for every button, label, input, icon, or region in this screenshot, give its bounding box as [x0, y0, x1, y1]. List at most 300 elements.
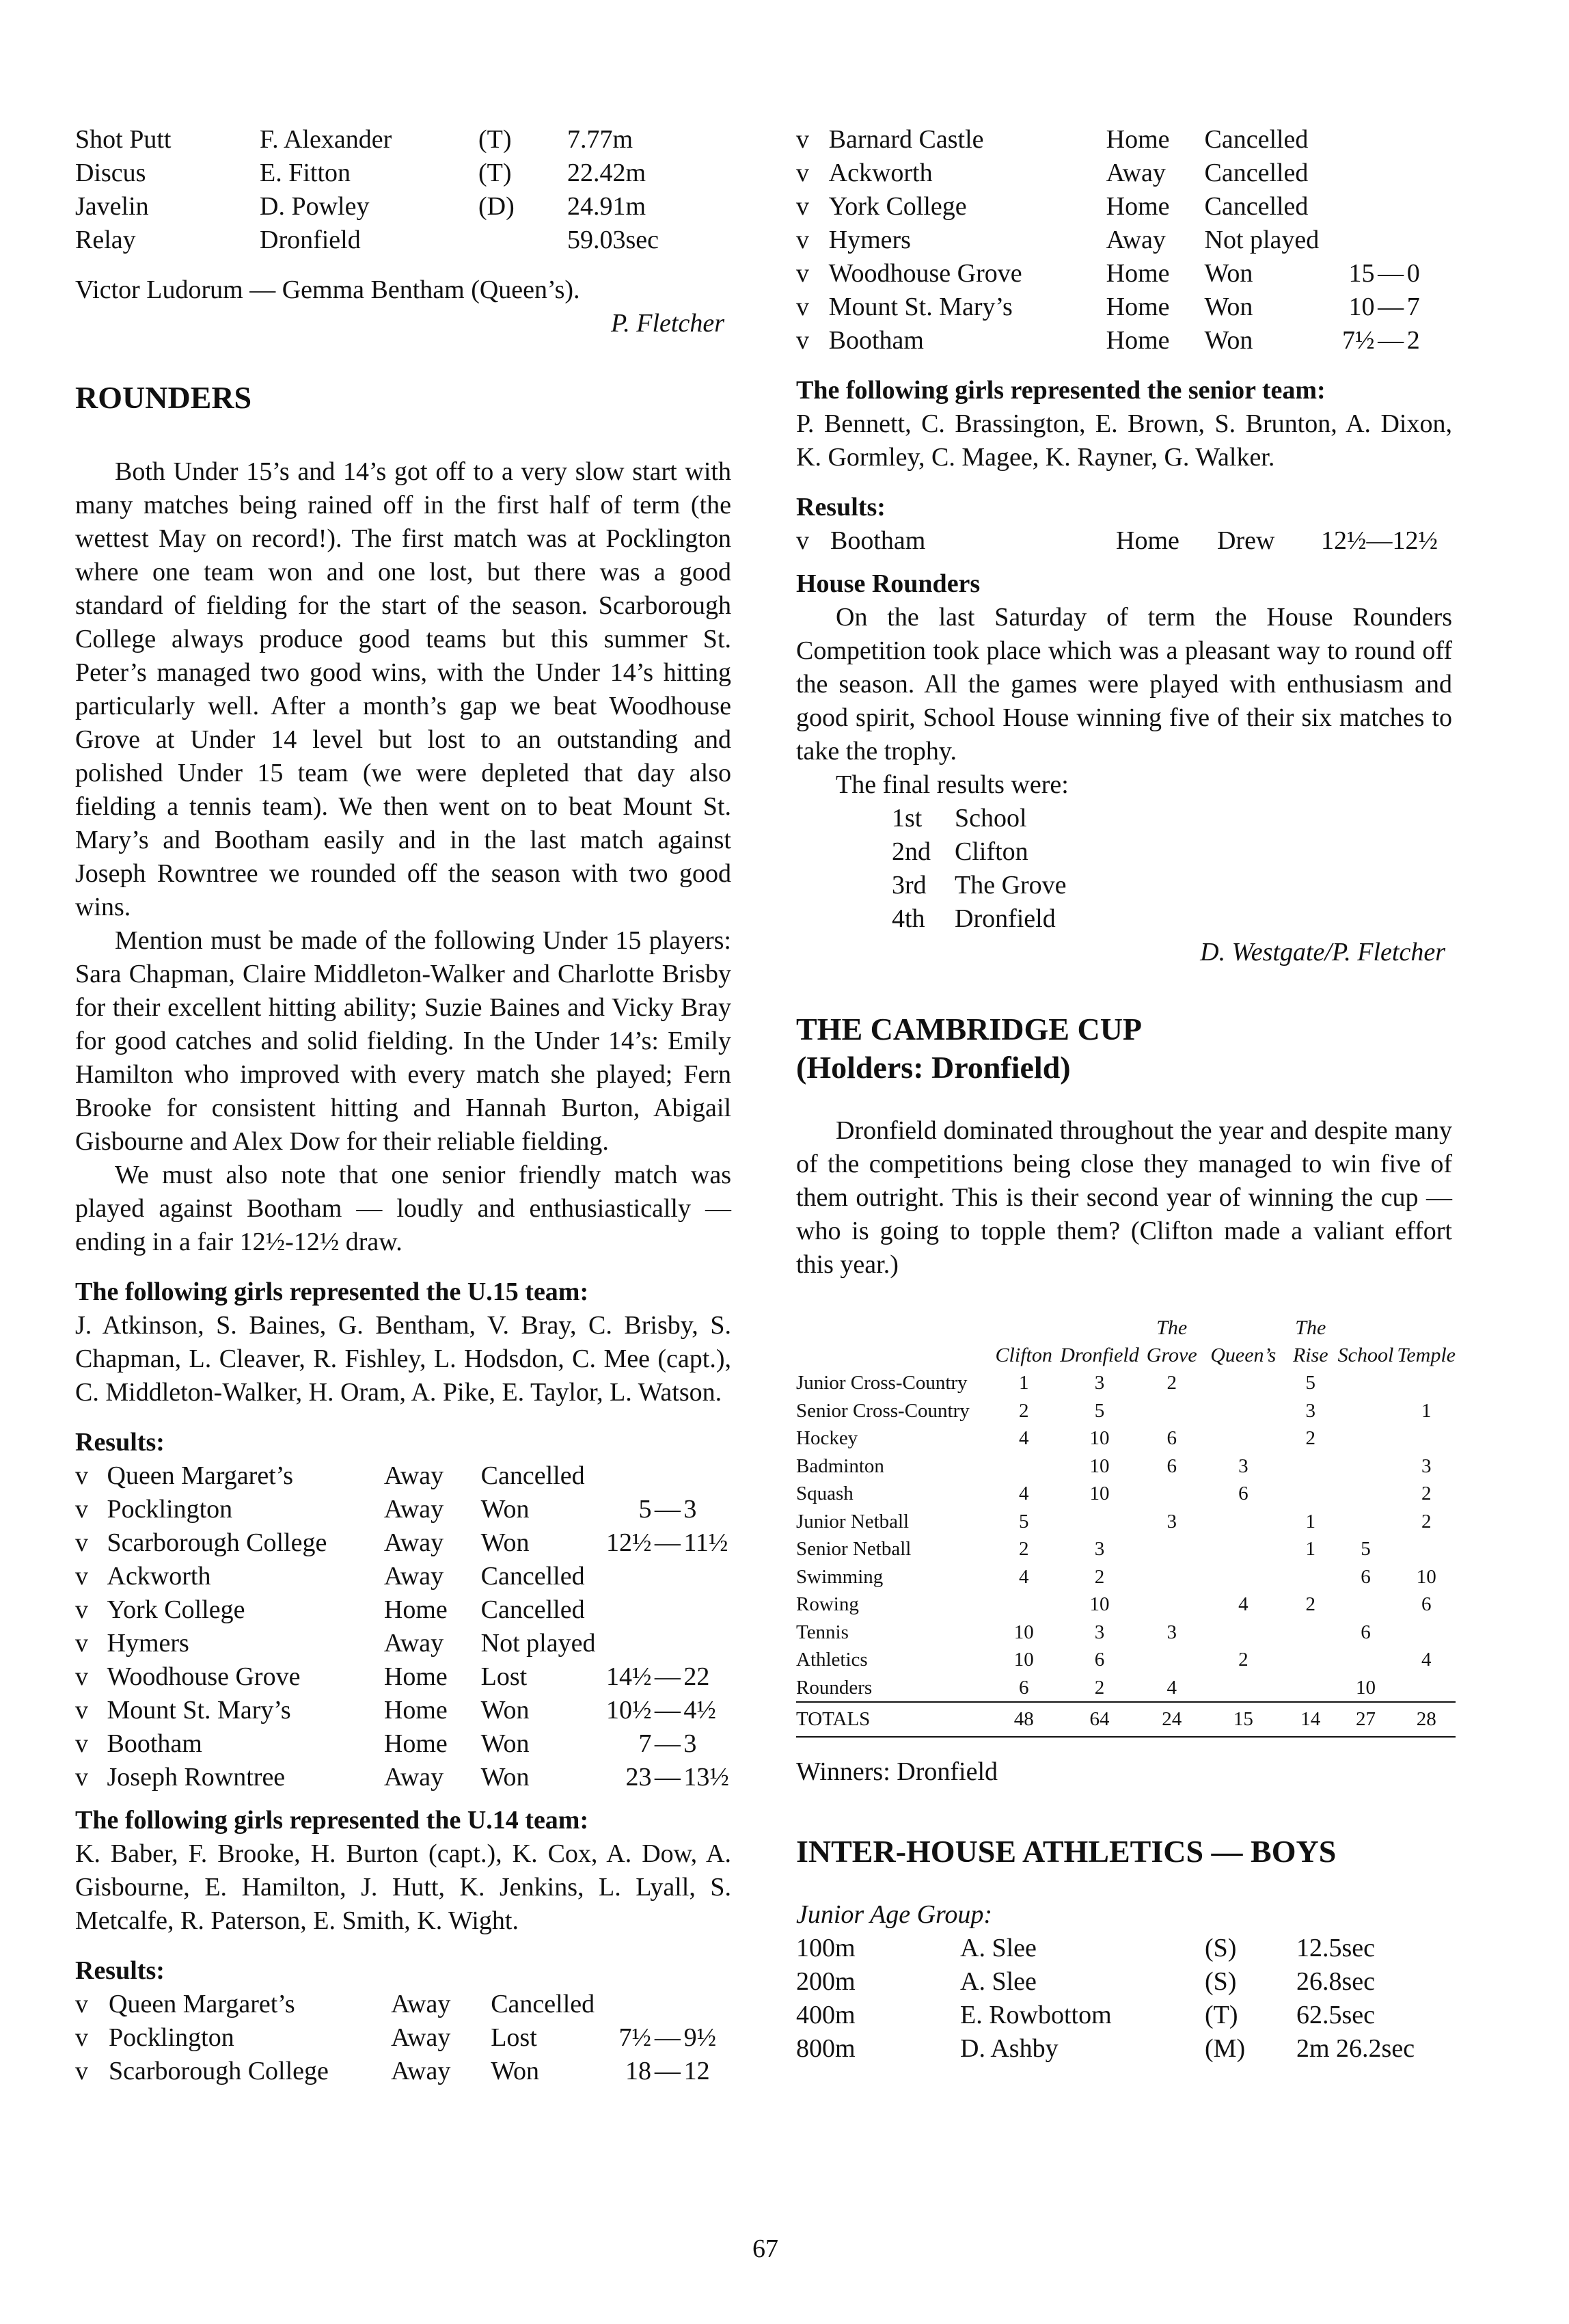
score-home: 7½: [1342, 326, 1375, 355]
score-away: 9½: [683, 2023, 717, 2052]
house-points: 3: [1305, 1399, 1316, 1422]
opponent: Mount St. Mary’s: [828, 293, 1013, 321]
versus-label: v: [75, 1729, 88, 1758]
opponent: Hymers: [828, 226, 911, 254]
score-dash: [651, 1988, 684, 2021]
match-result: Won: [480, 1495, 530, 1524]
house-points: 3: [1094, 1372, 1105, 1394]
position: 1st: [892, 804, 923, 833]
house-points: 3: [1094, 1621, 1105, 1643]
athlete-name: F. Alexander: [260, 125, 392, 154]
match-row: [796, 524, 1438, 558]
match-row: [796, 324, 1452, 357]
house-points: [1200, 1369, 1287, 1397]
cup-totals-row: [796, 1702, 1456, 1737]
opponent: Pocklington: [107, 1495, 233, 1524]
versus-label: v: [75, 1763, 88, 1792]
house-code: (T): [478, 159, 512, 187]
house-points: 2: [1421, 1483, 1432, 1504]
match-result: Cancelled: [1204, 192, 1309, 221]
score-dash: [651, 1459, 683, 1493]
venue: Away: [391, 2023, 451, 2052]
athlete-name: D. Ashby: [960, 2033, 1059, 2063]
cup-row: [796, 1508, 1456, 1536]
column-header-top: The: [1295, 1316, 1326, 1339]
cambridge-cup-para: Dronfield dominated throughout the year and despite many of the competitions being close they managed to win five of them outright. This is their second year of winning the cup — who is going to topple them? (Clifton made a valiant effort this year.): [796, 1116, 1452, 1279]
house-rounders-para: On the last Saturday of term the House Rounders Competition took place which was a pleasant way to round off the season. All the games were played with enthusiasm and good spirit, School House winning five of their six matches to take the trophy.: [796, 603, 1452, 766]
athlete-name: E. Rowbottom: [960, 2000, 1112, 2029]
opponent: Mount St. Mary’s: [107, 1696, 291, 1725]
versus-label: v: [75, 1528, 88, 1557]
house-total: 48: [992, 1702, 1055, 1737]
score-away: 2: [1406, 326, 1420, 355]
versus-label: v: [75, 1562, 88, 1591]
score-dash: —: [654, 1729, 681, 1758]
house-name: School: [955, 804, 1027, 833]
match-result: Cancelled: [480, 1461, 585, 1490]
score-home: 15: [1348, 259, 1375, 288]
house-points: 3: [1094, 1538, 1105, 1560]
score-away: 7: [1406, 293, 1420, 321]
score-home: 14½: [605, 1662, 652, 1691]
house-points: 2: [1238, 1649, 1249, 1671]
house-points: 6: [1421, 1593, 1432, 1615]
versus-label: v: [75, 2023, 88, 2052]
event-name: Javelin: [75, 192, 149, 221]
opponent: Ackworth: [828, 159, 933, 187]
match-row: [75, 1988, 731, 2021]
house-points: 3: [1238, 1455, 1249, 1477]
match-row: [796, 257, 1452, 290]
score-away: [1407, 190, 1452, 224]
match-result: Won: [1204, 259, 1253, 288]
event-name: 800m: [796, 2033, 856, 2063]
u15-results-label: Results:: [75, 1428, 165, 1457]
house-points: 4: [1238, 1593, 1249, 1615]
match-row: [75, 1727, 731, 1761]
house-points: 3: [1421, 1455, 1432, 1477]
house-code: (M): [1205, 2033, 1246, 2063]
event-name: 200m: [796, 1967, 856, 1996]
house-points: [1335, 1369, 1397, 1397]
column-header: [796, 1342, 992, 1369]
competition-name: Junior Netball: [796, 1510, 910, 1532]
event-result: 26.8sec: [1296, 1967, 1376, 1996]
versus-label: v: [796, 526, 809, 555]
opponent: Barnard Castle: [828, 125, 984, 154]
cup-row: [796, 1452, 1456, 1481]
score-away: [683, 1627, 731, 1660]
match-result: Cancelled: [480, 1562, 585, 1591]
house-points: [1287, 1480, 1335, 1508]
event-result: 7.77m: [567, 125, 633, 154]
score-home: [595, 1627, 651, 1660]
opponent: Scarborough College: [109, 2057, 329, 2085]
venue: Away: [1106, 226, 1166, 254]
column-header: Dronfield: [1060, 1344, 1139, 1366]
column-header-top: [992, 1314, 1055, 1342]
versus-label: v: [75, 2057, 88, 2085]
match-row: [75, 1694, 731, 1727]
column-header-top: [1397, 1314, 1456, 1342]
score-dash: [1375, 190, 1407, 224]
score-away: [1407, 224, 1452, 257]
house-code: (D): [478, 192, 515, 221]
opponent: Joseph Rowntree: [107, 1763, 286, 1792]
match-result: Lost: [480, 1662, 528, 1691]
house-points: 6: [1361, 1621, 1371, 1643]
event-result: 59.03sec: [567, 226, 659, 254]
versus-label: v: [75, 1990, 88, 2018]
score-away: [683, 1459, 731, 1493]
final-result-row: [892, 869, 1067, 902]
venue: Away: [1106, 159, 1166, 187]
column-header: Queen’s: [1210, 1344, 1277, 1366]
score-dash: [1375, 224, 1407, 257]
column-header-top: [1200, 1314, 1287, 1342]
score-home: 12½: [605, 1528, 652, 1557]
house-points: [1200, 1397, 1287, 1425]
match-result: Won: [480, 1729, 530, 1758]
match-row: [75, 2021, 731, 2055]
versus-label: v: [796, 293, 809, 321]
versus-label: v: [75, 1662, 88, 1691]
opponent: Hymers: [107, 1629, 189, 1658]
field-event-row: [75, 224, 731, 257]
inter-house-title: INTER-HOUSE ATHLETICS — BOYS: [796, 1833, 1337, 1869]
cup-header-row: [796, 1342, 1456, 1369]
house-points: [992, 1452, 1055, 1481]
column-header: Grove: [1146, 1344, 1197, 1366]
score-home: 7½: [618, 2023, 651, 2052]
house-points: [1144, 1563, 1200, 1591]
competition-name: Junior Cross-Country: [796, 1372, 968, 1394]
event-result: 24.91m: [567, 192, 646, 221]
versus-label: v: [796, 259, 809, 288]
versus-label: v: [75, 1696, 88, 1725]
house-rounders-heading: House Rounders: [796, 569, 981, 598]
house-total: 15: [1200, 1702, 1287, 1737]
venue: Away: [383, 1461, 444, 1490]
cup-row: [796, 1369, 1456, 1397]
house-total: 28: [1397, 1702, 1456, 1737]
opponent: Queen Margaret’s: [109, 1990, 295, 2018]
match-result: Won: [480, 1763, 530, 1792]
venue: Away: [383, 1528, 444, 1557]
house-points: 2: [1018, 1538, 1029, 1560]
position: 3rd: [892, 871, 927, 900]
venue: Away: [383, 1629, 444, 1658]
junior-age-group-label: Junior Age Group:: [796, 1900, 993, 1929]
cup-header-top-row: [796, 1314, 1456, 1342]
house-points: [1397, 1619, 1456, 1647]
event-result: 2m 26.2sec: [1296, 2033, 1415, 2063]
match-result: Won: [1204, 293, 1253, 321]
cup-row: [796, 1424, 1456, 1452]
score-away: 22: [683, 1662, 710, 1691]
house-points: 1: [1305, 1538, 1316, 1560]
column-header: School: [1337, 1344, 1394, 1366]
field-event-row: [75, 190, 731, 224]
match-result: Cancelled: [491, 1990, 595, 2018]
house-points: [1397, 1424, 1456, 1452]
house-points: [1287, 1674, 1335, 1703]
house-name: Dronfield: [955, 904, 1056, 933]
house-points: 4: [1166, 1676, 1177, 1699]
u14-results-table-part1: [75, 1988, 731, 2088]
match-row: [75, 1761, 731, 1794]
competition-name: Badminton: [796, 1455, 884, 1477]
match-result: Won: [480, 1696, 530, 1725]
score-home: [1319, 190, 1374, 224]
house-points: [1200, 1674, 1287, 1703]
column-header: Clifton: [995, 1344, 1052, 1366]
cup-row: [796, 1646, 1456, 1674]
competition-name: Senior Netball: [796, 1538, 912, 1560]
house-points: [1335, 1424, 1397, 1452]
venue: Away: [383, 1562, 444, 1591]
house-points: 10: [1416, 1565, 1436, 1588]
cup-row: [796, 1674, 1456, 1703]
house-points: [1335, 1452, 1397, 1481]
opponent: Woodhouse Grove: [107, 1662, 301, 1691]
house-total: 27: [1335, 1702, 1397, 1737]
house-code: [478, 224, 567, 257]
house-code: (S): [1205, 1933, 1237, 1962]
field-signature: P. Fletcher: [610, 309, 724, 338]
match-row: [75, 2055, 731, 2088]
house-points: [1144, 1646, 1200, 1674]
match-row: [796, 157, 1452, 190]
versus-label: v: [796, 159, 809, 187]
venue: Home: [383, 1662, 448, 1691]
score-away: [1407, 123, 1452, 157]
match-row: [75, 1560, 731, 1593]
final-results-label: The final results were:: [836, 770, 1069, 799]
house-points: [1287, 1646, 1335, 1674]
rounders-para-1: Both Under 15’s and 14’s got off to a very slow start with many matches being rained off in the first half of term (the wettest May on record!). The first match was at Pocklington where one team won and one lost, but there was a good standard of fielding for the start of the season. Scarborough College always produce good teams but this summer St. Peter’s managed two good wins, with the Under 14’s hitting particularly well. After a month’s gap we beat Woodhouse Grove at Under 14 level but lost to an outstanding and polished Under 15 team (we were depleted that day also fielding a tennis team). We then went on to beat Mount St. Mary’s and Bootham easily and in the last match against Joseph Rowntree we rounded off the season with two good wins.: [75, 457, 731, 921]
athletics-row: [796, 1965, 1452, 1999]
house-points: 10: [1013, 1649, 1034, 1671]
house-points: 5: [1305, 1372, 1316, 1394]
athlete-name: D. Powley: [260, 192, 370, 221]
column-header-top: [1335, 1314, 1397, 1342]
house-name: Clifton: [955, 837, 1028, 866]
score-home: [595, 1988, 651, 2021]
house-points: [1200, 1424, 1287, 1452]
match-result: Won: [1204, 326, 1253, 355]
match-result: Drew: [1217, 526, 1275, 555]
opponent: Queen Margaret’s: [107, 1461, 294, 1490]
house-points: 4: [1018, 1483, 1029, 1504]
score-dash: [651, 1560, 683, 1593]
house-points: 2: [1018, 1399, 1029, 1422]
venue: Home: [1106, 326, 1170, 355]
house-total: 64: [1055, 1702, 1144, 1737]
house-total: 24: [1144, 1702, 1200, 1737]
score-dash: —: [1378, 293, 1404, 321]
score-away: 3: [683, 1729, 697, 1758]
house-code: (S): [1205, 1967, 1237, 1996]
house-points: [992, 1591, 1055, 1619]
match-result: Lost: [491, 2023, 537, 2052]
score-dash: [651, 1627, 683, 1660]
house-points: 10: [1089, 1455, 1110, 1477]
house-points: [1397, 1535, 1456, 1563]
column-header-top: The: [1156, 1316, 1188, 1339]
house-points: 5: [1361, 1538, 1371, 1560]
athletics-row: [796, 1932, 1452, 1965]
house-points: 10: [1089, 1593, 1110, 1615]
house-points: [1335, 1480, 1397, 1508]
house-points: [1397, 1369, 1456, 1397]
u15-names: J. Atkinson, S. Baines, G. Bentham, V. Bray, C. Brisby, S. Chapman, L. Cleaver, R. Fishley, L. Hodsdon, C. Mee (capt.), C. Middleton-Walker, H. Oram, A. Pike, E. Taylor, L. Watson.: [75, 1311, 731, 1407]
venue: Home: [383, 1696, 448, 1725]
u15-results-table: [75, 1459, 731, 1794]
competition-name: Swimming: [796, 1565, 884, 1588]
athlete-name: A. Slee: [960, 1933, 1037, 1962]
event-name: 400m: [796, 2000, 856, 2029]
house-points: [1144, 1397, 1200, 1425]
cup-winners: Winners: Dronfield: [796, 1757, 998, 1786]
score-dash: [651, 1593, 683, 1627]
house-points: 10: [1089, 1483, 1110, 1504]
house-points: 4: [1018, 1427, 1029, 1449]
house-points: 2: [1094, 1676, 1105, 1699]
house-code: (T): [478, 125, 512, 154]
match-row: [796, 290, 1452, 324]
house-points: 2: [1305, 1427, 1316, 1449]
match-row: [75, 1493, 731, 1526]
house-points: [1200, 1563, 1287, 1591]
senior-results-table: [796, 524, 1438, 558]
competition-name: Hockey: [796, 1427, 858, 1449]
house-points: 6: [1018, 1676, 1029, 1699]
versus-label: v: [796, 226, 809, 254]
cambridge-cup-title: THE CAMBRIDGE CUP: [796, 1012, 1143, 1046]
score-away: 13½: [683, 1763, 729, 1792]
venue: Home: [1106, 192, 1170, 221]
competition-name: Squash: [796, 1483, 854, 1504]
versus-label: v: [796, 192, 809, 221]
match-result: Not played: [480, 1629, 596, 1658]
u15-heading: The following girls represented the U.15 team:: [75, 1278, 589, 1306]
house-points: 2: [1421, 1510, 1432, 1532]
match-result: Cancelled: [480, 1595, 585, 1624]
rounders-para-3: We must also note that one senior friendly match was played against Bootham — loudly and enthusiastically — ending in a fair 12½-12½ draw.: [75, 1161, 731, 1256]
match-row: [796, 224, 1452, 257]
cup-row: [796, 1480, 1456, 1508]
cup-row: [796, 1535, 1456, 1563]
cambridge-cup-table: [796, 1314, 1456, 1738]
cup-row: [796, 1397, 1456, 1425]
left-column: [75, 123, 731, 2088]
house-points: 6: [1238, 1483, 1249, 1504]
score-home: 7: [638, 1729, 652, 1758]
score-away: 12: [683, 2057, 710, 2085]
score-away: 4½: [683, 1696, 716, 1725]
house-total: 14: [1287, 1702, 1335, 1737]
event-name: 100m: [796, 1933, 856, 1962]
house-points: [1144, 1591, 1200, 1619]
totals-label: TOTALS: [796, 1702, 992, 1737]
venue: Home: [383, 1595, 448, 1624]
score-away: [684, 1988, 731, 2021]
position: 4th: [892, 904, 925, 933]
score-dash: —: [654, 1662, 681, 1691]
match-row: [796, 123, 1452, 157]
rounders-signature: D. Westgate/P. Fletcher: [1200, 938, 1445, 967]
venue: Home: [1106, 293, 1170, 321]
match-result: Cancelled: [1204, 159, 1309, 187]
house-points: 1: [1305, 1510, 1316, 1532]
venue: Home: [383, 1729, 448, 1758]
house-points: 2: [1166, 1372, 1177, 1394]
venue: Home: [1116, 526, 1179, 555]
venue: Home: [1106, 259, 1170, 288]
house-points: 2: [1305, 1593, 1316, 1615]
venue: Away: [391, 2057, 451, 2085]
house-points: [1200, 1508, 1287, 1536]
house-points: [1287, 1452, 1335, 1481]
opponent: York College: [107, 1595, 245, 1624]
senior-names: P. Bennett, C. Brassington, E. Brown, S. Brunton, A. Dixon, K. Gormley, C. Magee, K. Rayner, G. Walker.: [796, 409, 1452, 472]
score-dash: —: [654, 1696, 681, 1725]
house-points: [1335, 1646, 1397, 1674]
event-name: Shot Putt: [75, 125, 172, 154]
opponent: Ackworth: [107, 1562, 211, 1591]
score-home: 23: [625, 1763, 652, 1792]
page-number: 67: [752, 2234, 778, 2263]
u14-results-label: Results:: [75, 1956, 165, 1985]
house-points: 6: [1166, 1427, 1177, 1449]
match-result: Cancelled: [1204, 125, 1309, 154]
house-points: [1287, 1619, 1335, 1647]
event-name: Discus: [75, 159, 146, 187]
versus-label: v: [75, 1461, 88, 1490]
competition-name: Athletics: [796, 1649, 868, 1671]
house-name: The Grove: [955, 871, 1067, 900]
score-away: 3: [683, 1495, 697, 1524]
house-points: 4: [1421, 1649, 1432, 1671]
score-home: [1319, 123, 1374, 157]
rounders-title: ROUNDERS: [75, 380, 252, 415]
house-points: 5: [1094, 1399, 1105, 1422]
cup-row: [796, 1591, 1456, 1619]
versus-label: v: [796, 125, 809, 154]
event-result: 12.5sec: [1296, 1933, 1376, 1962]
score-dash: —: [1378, 326, 1404, 355]
house-points: 10: [1356, 1676, 1376, 1699]
score-home: [595, 1459, 651, 1493]
house-points: 6: [1166, 1455, 1177, 1477]
score-dash: —: [654, 2023, 681, 2052]
house-points: 5: [1018, 1510, 1029, 1532]
venue: Away: [391, 1990, 451, 2018]
house-points: 4: [1018, 1565, 1029, 1588]
column-header-top: [796, 1314, 992, 1342]
house-points: [1335, 1508, 1397, 1536]
match-row: [75, 1627, 731, 1660]
column-header: Temple: [1397, 1344, 1456, 1366]
venue: Away: [383, 1495, 444, 1524]
u14-heading: The following girls represented the U.14 team:: [75, 1806, 589, 1835]
column-header-top: [1055, 1314, 1144, 1342]
senior-heading: The following girls represented the senior team:: [796, 376, 1326, 405]
score-dash: —: [654, 1763, 681, 1792]
house-points: 6: [1361, 1565, 1371, 1588]
match-result: Not played: [1204, 226, 1320, 254]
